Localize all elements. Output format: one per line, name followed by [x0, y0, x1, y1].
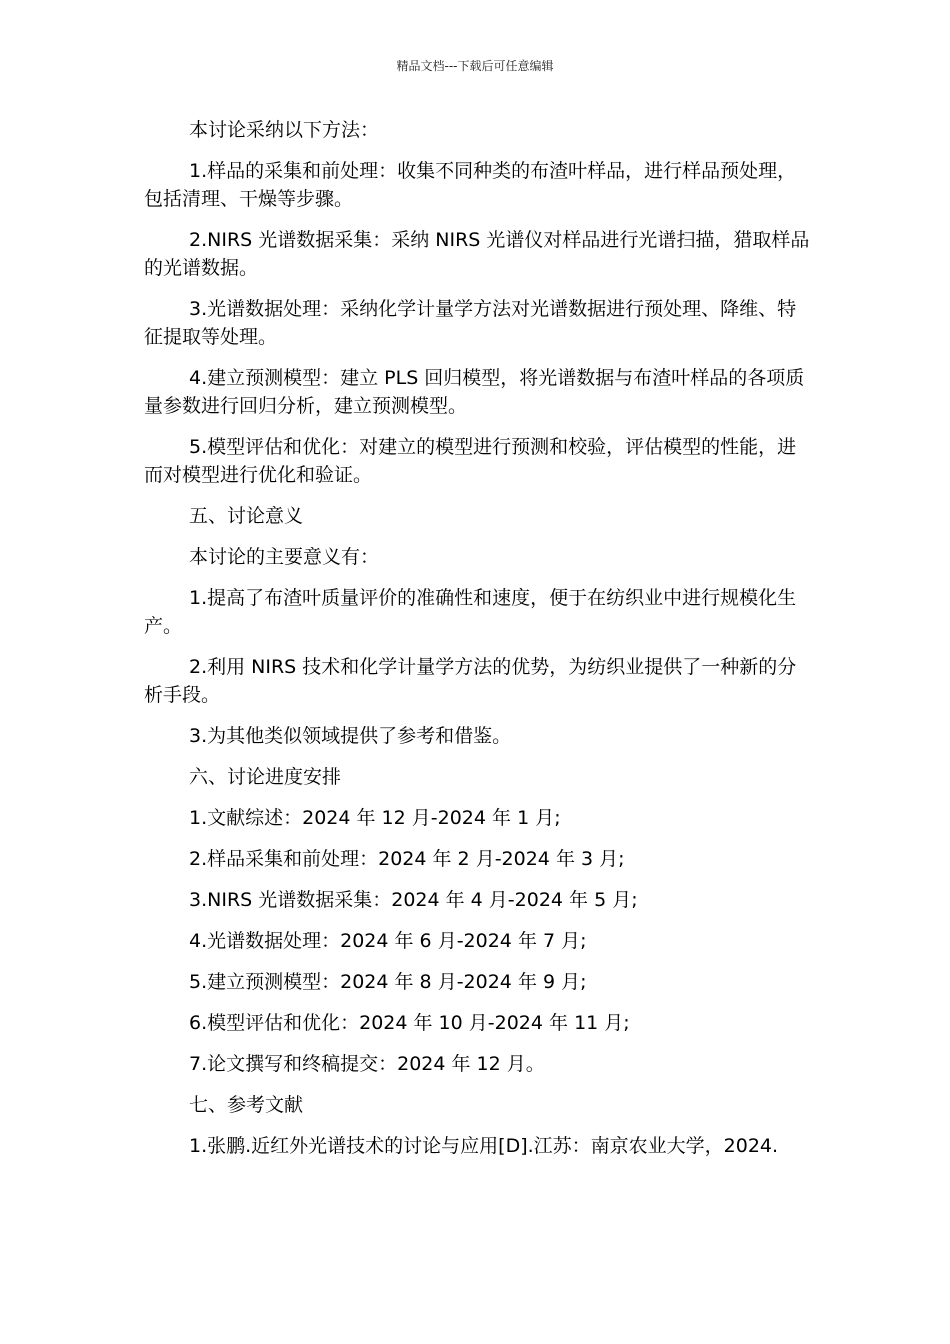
method-item-2: 2.NIRS 光谱数据采集：采纳 NIRS 光谱仪对样品进行光谱扫描，猎取样品的光谱数据。 — [144, 229, 810, 279]
method-item-1: 1.样品的采集和前处理：收集不同种类的布渣叶样品，进行样品预处理，包括清理、干燥等步骤。 — [144, 160, 797, 210]
page-header: 精品文档---下载后可任意编辑 — [396, 59, 554, 73]
schedule-item-5: 5.建立预测模型：2024 年 8 月-2024 年 9 月; — [189, 971, 587, 993]
section-heading-references: 七、参考文献 — [189, 1094, 304, 1116]
significance-item-3: 3.为其他类似领域提供了参考和借鉴。 — [189, 725, 512, 747]
section-heading-schedule: 六、讨论进度安排 — [189, 766, 342, 788]
schedule-item-3: 3.NIRS 光谱数据采集：2024 年 4 月-2024 年 5 月; — [189, 889, 638, 911]
document-body — [144, 116, 810, 1173]
significance-item-2: 2.利用 NIRS 技术和化学计量学方法的优势，为纺织业提供了一种新的分析手段。 — [144, 656, 797, 706]
schedule-item-6: 6.模型评估和优化：2024 年 10 月-2024 年 11 月; — [189, 1012, 630, 1034]
section-heading-significance: 五、讨论意义 — [189, 505, 304, 527]
significance-item-1: 1.提高了布渣叶质量评价的准确性和速度，便于在纺织业中进行规模化生产。 — [144, 587, 797, 637]
schedule-item-2: 2.样品采集和前处理：2024 年 2 月-2024 年 3 月; — [189, 848, 625, 870]
method-item-3: 3.光谱数据处理：采纳化学计量学方法对光谱数据进行预处理、降维、特征提取等处理。 — [144, 298, 797, 348]
reference-item-1: 1.张鹏.近红外光谱技术的讨论与应用[D].江苏：南京农业大学，2024. — [189, 1135, 779, 1157]
schedule-item-1: 1.文献综述：2024 年 12 月-2024 年 1 月; — [189, 807, 561, 829]
methods-intro: 本讨论采纳以下方法： — [189, 119, 380, 141]
method-item-5: 5.模型评估和优化：对建立的模型进行预测和校验，评估模型的性能，进而对模型进行优化和验证。 — [144, 436, 797, 486]
schedule-item-7: 7.论文撰写和终稿提交：2024 年 12 月。 — [189, 1053, 545, 1075]
method-item-4: 4.建立预测模型：建立 PLS 回归模型，将光谱数据与布渣叶样品的各项质量参数进行回归分析，建立预测模型。 — [144, 367, 805, 417]
schedule-item-4: 4.光谱数据处理：2024 年 6 月-2024 年 7 月; — [189, 930, 587, 952]
significance-intro: 本讨论的主要意义有： — [189, 546, 380, 568]
